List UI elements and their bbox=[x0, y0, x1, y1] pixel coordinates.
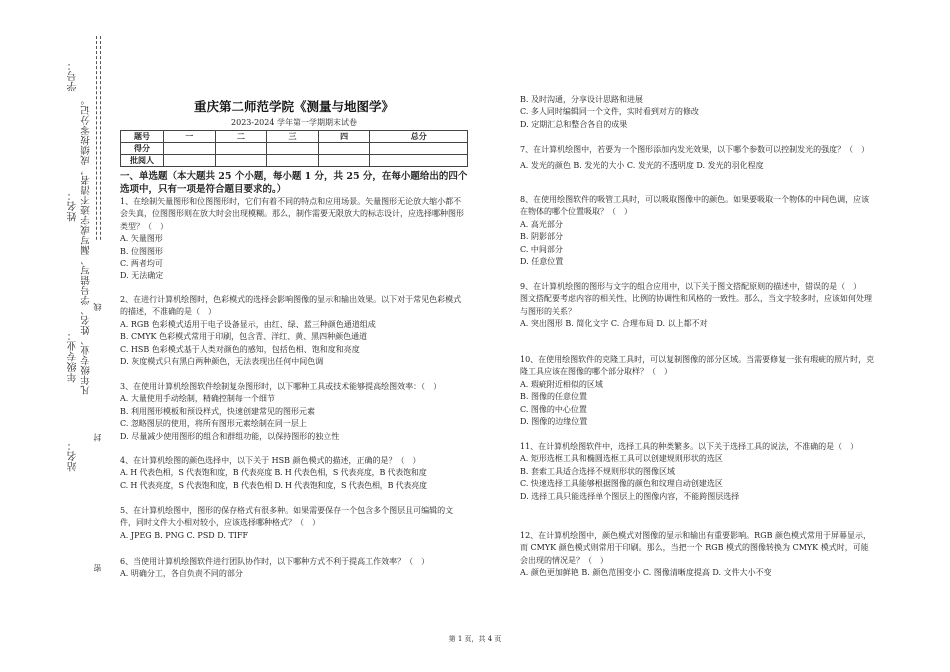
score-table-header-row bbox=[121, 131, 468, 143]
score-cell[interactable] bbox=[267, 155, 319, 167]
score-header-cell: 四 bbox=[318, 131, 370, 143]
question-6 bbox=[120, 556, 468, 581]
question-option[interactable]: B. CMYK 色彩模式常用于印刷，包含青、洋红、黄、黑四种颜色通道 bbox=[120, 332, 368, 342]
score-cell[interactable] bbox=[370, 155, 468, 167]
question-option[interactable]: C. 多人同时编辑同一个文件，实时看到对方的修改 bbox=[520, 107, 699, 117]
score-table-row bbox=[121, 155, 468, 167]
question-1 bbox=[120, 196, 468, 283]
question-9 bbox=[520, 281, 875, 331]
score-header-cell: 题号 bbox=[121, 131, 164, 143]
question-option[interactable]: A. 颜色更加鲜艳 B. 颜色范围变小 C. 图像清晰度提高 D. 文件大小不变 bbox=[520, 568, 772, 578]
question-6-continued bbox=[520, 94, 875, 131]
score-cell[interactable] bbox=[164, 155, 216, 167]
score-row-label: 得分 bbox=[121, 143, 164, 155]
question-stem: 11、在计算机绘图软件中，选择工具的种类繁多。以下关于选择工具的说法，不准确的是（ ） bbox=[520, 442, 859, 451]
question-stem: 7、在计算机绘图中，若要为一个图形添加内发光效果，以下哪个参数可以控制发光的强度？（ ） bbox=[520, 145, 870, 154]
question-option[interactable]: C. HSB 色彩模式基于人类对颜色的感知，包括色相、饱和度和亮度 bbox=[120, 344, 360, 354]
question-option[interactable]: B. 阴影部分 bbox=[520, 232, 563, 242]
score-cell[interactable] bbox=[215, 155, 267, 167]
question-option[interactable]: A. 瑕疵附近相似的区域 bbox=[520, 379, 603, 389]
question-option[interactable]: A. H 代表色相，S 代表饱和度，B 代表亮度 B. H 代表色相，S 代表亮度，B 代表饱和度 bbox=[120, 468, 427, 478]
score-table bbox=[120, 130, 468, 167]
question-option[interactable]: D. 任意位置 bbox=[520, 257, 564, 267]
seal-line-label: 密 封 线 bbox=[92, 240, 103, 575]
score-cell[interactable] bbox=[164, 143, 216, 155]
question-10 bbox=[520, 354, 875, 428]
score-cell[interactable] bbox=[370, 143, 468, 155]
question-3 bbox=[120, 381, 468, 443]
binding-margin bbox=[0, 0, 112, 672]
question-option[interactable]: A. 高光部分 bbox=[520, 219, 563, 229]
score-cell[interactable] bbox=[267, 143, 319, 155]
score-cell[interactable] bbox=[215, 143, 267, 155]
question-option[interactable]: A. RGB 色彩模式适用于电子设备显示，由红、绿、蓝三种颜色通道组成 bbox=[120, 319, 376, 329]
question-stem: 8、在使用绘图软件的吸管工具时，可以吸取图像中的颜色。如果要吸取一个物体的中间色调，应该在物体的哪个位置吸取？（ ） bbox=[520, 195, 870, 217]
score-header-cell: 二 bbox=[215, 131, 267, 143]
question-option[interactable]: A. 明确分工，各自负责不同的部分 bbox=[120, 569, 243, 579]
question-option[interactable]: D. 灰度模式只有黑白两种颜色，无法表现出任何中间色调 bbox=[120, 357, 324, 367]
question-option[interactable]: D. 尽量减少使用图形的组合和群组功能，以保持图形的独立性 bbox=[120, 431, 340, 441]
question-11 bbox=[520, 441, 875, 503]
question-option[interactable]: B. 图像的任意位置 bbox=[520, 392, 587, 402]
question-option[interactable]: A. 发光的颜色 B. 发光的大小 C. 发光的不透明度 D. 发光的羽化程度 bbox=[520, 161, 764, 171]
question-stem-extra: 图文搭配要考虑内容的相关性、比例的协调性和风格的一致性。那么，当文字较多时，应该如何处理与图形的关系？ bbox=[520, 294, 872, 316]
exam-title: 重庆第二师范学院《测量与地图学》 bbox=[193, 99, 394, 114]
question-5 bbox=[120, 505, 468, 542]
question-stem: 3、在使用计算机绘图软件绘制复杂图形时，以下哪种工具或技术能够提高绘图效率：（ ） bbox=[120, 382, 442, 391]
question-12 bbox=[520, 530, 875, 580]
question-option[interactable]: A. 突出图形 B. 简化文字 C. 合理布局 D. 以上都不对 bbox=[520, 319, 708, 329]
question-option[interactable]: C. 忽略图层的使用，将所有图形元素绘制在同一层上 bbox=[120, 419, 307, 429]
question-stem: 6、当使用计算机绘图软件进行团队协作时，以下哪种方式不利于提高工作效率？（ ） bbox=[120, 557, 430, 566]
score-table-row bbox=[121, 143, 468, 155]
score-header-cell: 一 bbox=[164, 131, 216, 143]
question-stem: 10、在使用绘图软件的克隆工具时，可以复制图像的部分区域。当需要修复一张有瑕疵的照片时，克隆工具应该在图像的哪个部分取样？（ ） bbox=[520, 355, 875, 377]
question-option[interactable]: D. 无法确定 bbox=[120, 271, 164, 281]
question-option[interactable]: B. 套索工具适合选择不规则形状的图像区域 bbox=[520, 466, 675, 476]
question-stem: 1、在绘制矢量图形和位图图形时，它们有着不同的特点和应用场景。矢量图形无论放大缩小都不会失真，位图图形则在放大时会出现模糊。那么，制作需要无限放大的标志设计，应选择哪种图形类型？（ ） bbox=[120, 197, 464, 231]
question-option[interactable]: C. H 代表亮度，S 代表饱和度，B 代表色相 D. H 代表饱和度，S 代表色相，B 代表亮度 bbox=[120, 480, 427, 490]
score-cell[interactable] bbox=[318, 143, 370, 155]
question-option[interactable]: D. 图像的边缘位置 bbox=[520, 417, 588, 427]
question-option[interactable]: C. 中间部分 bbox=[520, 244, 563, 254]
question-option[interactable]: A. 矢量图形 bbox=[120, 234, 163, 244]
question-stem: 2、在进行计算机绘图时，色彩模式的选择会影响图像的显示和输出效果。以下对于常见色彩模式的描述，不准确的是（ ） bbox=[120, 295, 462, 317]
question-option[interactable]: C. 图像的中心位置 bbox=[520, 404, 587, 414]
field-id-label: 学号： bbox=[68, 60, 79, 92]
question-stem: 4、在计算机绘图的颜色选择中，以下关于 HSB 颜色模式的描述，正确的是？（ ） bbox=[120, 456, 421, 465]
score-header-cell: 三 bbox=[267, 131, 319, 143]
binding-warning-text: 凡年级专业、姓名、学号错写、漏写或字迹不清者，成绩按零分记。 bbox=[81, 95, 92, 395]
question-stem: 9、在计算机绘图的图形与文字的组合应用中，以下关于图文搭配原则的描述中，错误的是（ ） bbox=[520, 282, 862, 291]
question-option[interactable]: A. 大量使用手动绘制，精确控制每一个细节 bbox=[120, 394, 275, 404]
question-7 bbox=[520, 144, 875, 173]
question-option[interactable]: D. 选择工具只能选择单个图层上的图像内容，不能跨图层选择 bbox=[520, 491, 740, 501]
field-station-label: 站名： bbox=[68, 440, 79, 472]
question-option[interactable]: A. JPEG B. PNG C. PSD D. TIFF bbox=[120, 530, 249, 540]
question-stem: 5、在计算机绘图中，图形的保存格式有很多种。如果需要保存一个包含多个图层且可编辑的文件，同时文件大小相对较小，应该选择哪种格式？（ ） bbox=[120, 506, 454, 528]
score-header-cell: 总分 bbox=[370, 131, 468, 143]
question-option[interactable]: C. 两者均可 bbox=[120, 259, 163, 269]
page-footer: 第 1 页，共 4 页 bbox=[448, 635, 502, 643]
field-name-label: 姓名： bbox=[68, 190, 79, 222]
exam-subtitle: 2023-2024 学年第一学期期末试卷 bbox=[231, 118, 357, 127]
section-one-heading: 一、单选题（本大题共 25 个小题，每小题 1 分，共 25 分，在每小题给出的四个选项中，只有一项是符合题目要求的。） bbox=[120, 171, 468, 195]
question-option[interactable]: B. 及时沟通，分享设计思路和进展 bbox=[520, 95, 643, 104]
question-2 bbox=[120, 294, 468, 368]
question-option[interactable]: D. 定期汇总和整合各自的成果 bbox=[520, 119, 628, 129]
question-option[interactable]: B. 利用图形模板和预设样式，快速创建常见的图形元素 bbox=[120, 406, 315, 416]
question-option[interactable]: A. 矩形选框工具和椭圆选框工具可以创建规则形状的选区 bbox=[520, 454, 723, 464]
score-row-label: 批阅人 bbox=[121, 155, 164, 167]
question-8 bbox=[520, 194, 875, 268]
question-option[interactable]: B. 位图图形 bbox=[120, 246, 163, 256]
field-major-label: 年级专业： bbox=[68, 330, 79, 383]
score-cell[interactable] bbox=[318, 155, 370, 167]
question-4 bbox=[120, 455, 468, 492]
question-stem: 12、在计算机绘图中，颜色模式对图像的显示和输出有重要影响。RGB 颜色模式常用于屏幕显示，而 CMYK 颜色模式则常用于印刷。那么，当把一个 RGB 模式的图像转换为 CMYK 模式时，可能会出现的情况是？（ ） bbox=[520, 531, 872, 565]
question-option[interactable]: C. 快速选择工具能够根据图像的颜色和纹理自动创建选区 bbox=[520, 479, 723, 489]
